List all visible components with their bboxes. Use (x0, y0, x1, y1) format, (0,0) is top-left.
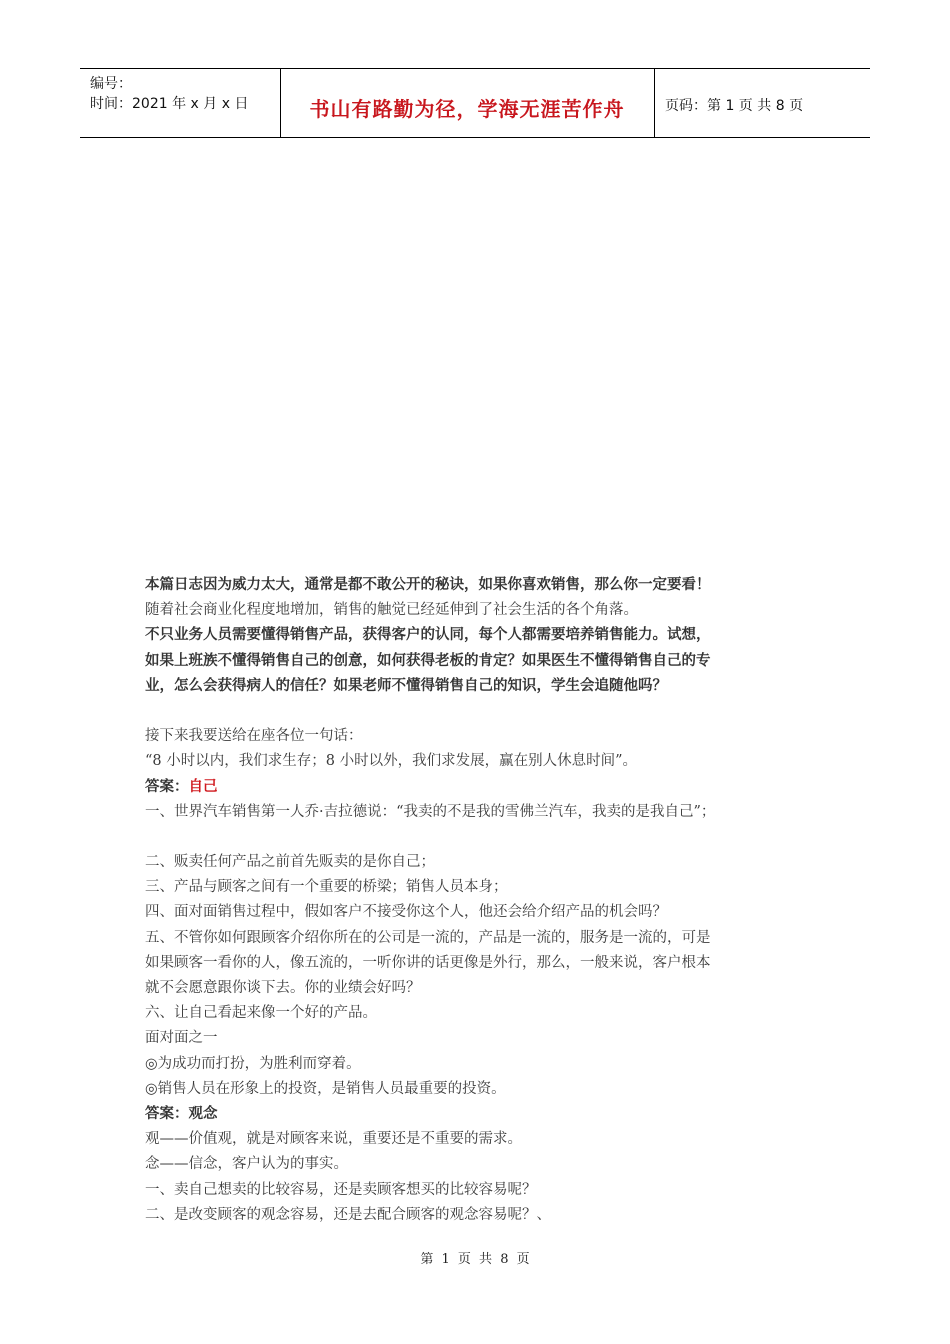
document-body (145, 573, 825, 1228)
paragraph-bold: 不只业务人员需要懂得销售产品，获得客户的认同，每个人都需要培养销售能力。试想， (145, 627, 711, 644)
header-motto-cell (280, 69, 655, 137)
list-item: 六、让自己看起来像一个好的产品。 (145, 1005, 377, 1022)
answer-label: 答案： (145, 778, 189, 795)
list-item: 二、是改变顾客的观念容易，还是去配合顾客的观念容易呢？、 (145, 1206, 551, 1223)
list-item: 三、产品与顾客之间有一个重要的桥梁；销售人员本身； (145, 879, 508, 896)
time-label: 时间：2021 年 x 月 x 日 (90, 96, 249, 112)
page-footer: 第 1 页 共 8 页 (420, 1252, 530, 1267)
bullet-item: ◎销售人员在形象上的投资，是销售人员最重要的投资。 (145, 1080, 506, 1097)
answer-value: 自己 (188, 778, 218, 795)
section-label: 面对面之一 (145, 1030, 218, 1047)
spacer (145, 825, 825, 850)
list-item: 如果顾客一看你的人，像五流的，一听你讲的话更像是外行，那么，一般来说，客户根本 (145, 954, 711, 971)
list-item: 一、世界汽车销售第一人乔·吉拉德说：“我卖的不是我的雪佛兰汽车，我卖的是我自己”； (145, 803, 716, 820)
list-item: 二、贩卖任何产品之前首先贩卖的是你自己； (145, 854, 435, 871)
spacer (145, 699, 825, 724)
paragraph: 接下来我要送给在座各位一句话： (145, 728, 363, 745)
answer-line (145, 775, 825, 800)
definition: 念——信念，客户认为的事实。 (145, 1156, 348, 1173)
list-item: 就不会愿意跟你谈下去。你的业绩会好吗？ (145, 980, 421, 996)
intro-headline: 本篇日志因为威力太大，通常是都不敢公开的秘诀，如果你喜欢销售，那么你一定要看！ (145, 577, 711, 593)
list-item: 一、卖自己想卖的比较容易，还是卖顾客想买的比较容易呢？ (145, 1181, 537, 1198)
header-left-cell (80, 69, 281, 137)
header-right-cell (655, 69, 870, 137)
page-info: 页码：第 1 页 共 8 页 (665, 98, 804, 114)
number-label: 编号： (90, 76, 132, 92)
paragraph-bold: 业，怎么会获得病人的信任？如果老师不懂得销售自己的知识，学生会追随他吗？ (145, 677, 667, 694)
quote: “8 小时以内，我们求生存；8 小时以外，我们求发展，赢在别人休息时间”。 (145, 753, 637, 770)
document-header (80, 68, 870, 138)
definition: 观——价值观，就是对顾客来说，重要还是不重要的需求。 (145, 1131, 522, 1148)
list-item: 四、面对面销售过程中，假如客户不接受你这个人，他还会给介绍产品的机会吗？ (145, 904, 667, 921)
answer-line-2: 答案：观念 (145, 1105, 218, 1122)
motto-text: 书山有路勤为径，学海无涯苦作舟 (309, 96, 625, 121)
bullet-item: ◎为成功而打扮，为胜利而穿着。 (145, 1055, 361, 1072)
paragraph-bold: 如果上班族不懂得销售自己的创意，如何获得老板的肯定？如果医生不懂得销售自己的专 (145, 652, 711, 669)
list-item: 五、不管你如何跟顾客介绍你所在的公司是一流的，产品是一流的，服务是一流的，可是 (145, 929, 711, 946)
paragraph: 随着社会商业化程度地增加，销售的触觉已经延伸到了社会生活的各个角落。 (145, 602, 638, 619)
